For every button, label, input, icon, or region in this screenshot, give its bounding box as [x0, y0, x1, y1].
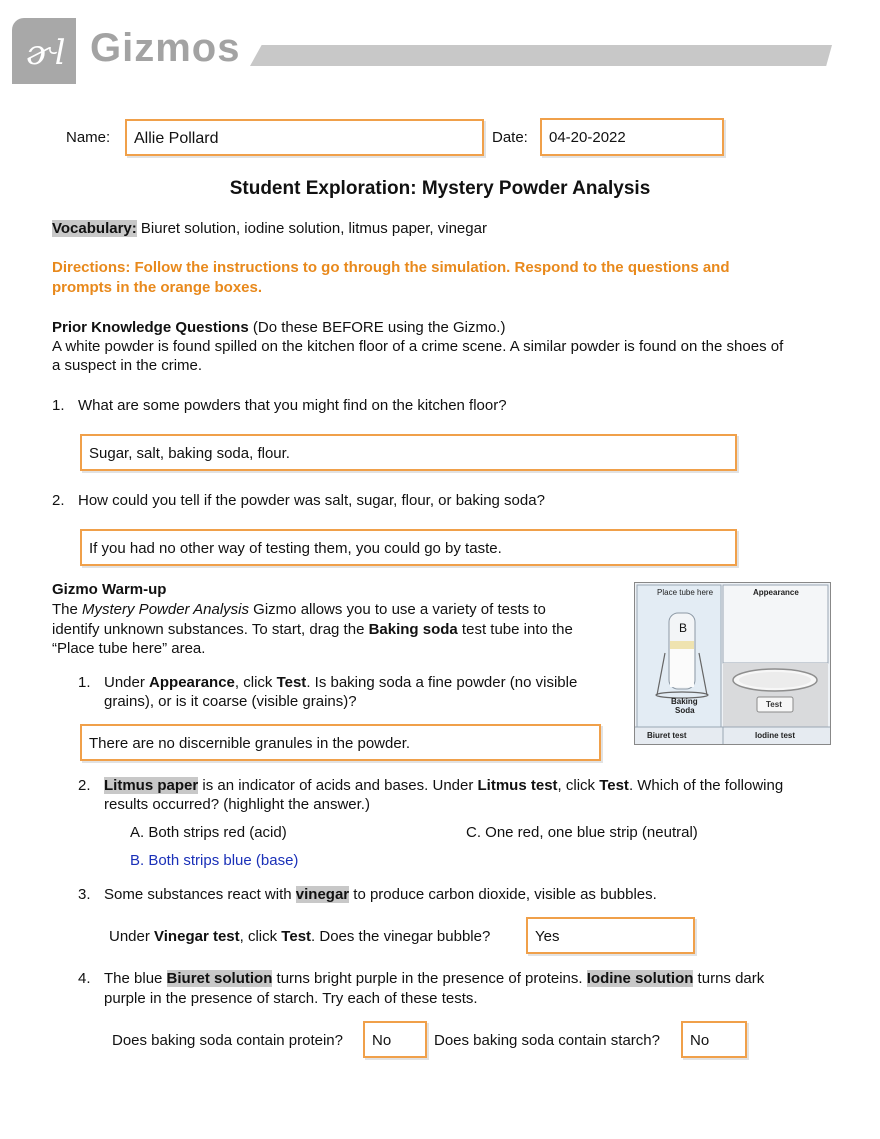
gizmo-illustration — [635, 583, 830, 744]
vocabulary-text: Biuret solution, iodine solution, litmus paper, vinegar — [136, 220, 487, 237]
prior-heading-note: (Do these BEFORE using the Gizmo.) — [248, 319, 506, 336]
svg-text:ɚl: ɚl — [26, 33, 66, 73]
prior-a2-field[interactable] — [80, 529, 737, 566]
warmup-q3-number: 3. — [78, 886, 91, 903]
prior-a1-value: Sugar, salt, baking soda, flour. — [89, 445, 290, 462]
warmup-a3-value: Yes — [535, 928, 560, 945]
prior-heading — [52, 319, 505, 336]
header-bar — [250, 45, 832, 66]
warmup-heading-bold: Gizmo Warm-up — [52, 581, 167, 598]
warmup-heading — [52, 581, 166, 598]
warmup-q4-line1: The blue Biuret solution turns bright purple in the presence of proteins. Iodine solution turns dark — [104, 970, 765, 987]
gizmo-biuret-tab: Biuret test — [647, 731, 687, 740]
starch-answer-value: No — [690, 1032, 710, 1049]
prior-intro-1: A white powder is found spilled on the kitchen floor of a crime scene. A similar powder is found on the shoes of — [52, 338, 784, 355]
protein-answer-value: No — [372, 1032, 392, 1049]
warmup-q1-number: 1. — [78, 674, 91, 691]
gizmo-appearance-label: Appearance — [753, 588, 799, 597]
prior-intro-2: a suspect in the crime. — [52, 357, 203, 374]
warmup-q1-line2: grains), or is it coarse (visible grains)? — [104, 693, 357, 710]
gizmo-screenshot — [634, 582, 831, 745]
gizmo-place-label: Place tube here — [657, 588, 714, 597]
name-label: Name: — [66, 129, 111, 146]
gizmos-logo-mark — [12, 18, 76, 84]
page-title: Student Exploration: Mystery Powder Analysis — [229, 178, 651, 199]
vocabulary-line — [52, 220, 487, 237]
option-a[interactable]: A. Both strips red (acid) — [130, 824, 287, 841]
warmup-q2-line2: results occurred? (highlight the answer.) — [104, 796, 370, 813]
gizmo-tube-label-1: Baking — [671, 697, 698, 706]
prior-heading-bold: Prior Knowledge Questions — [52, 319, 249, 336]
directions-line-2: prompts in the orange boxes. — [52, 279, 263, 296]
gizmo-test-button: Test — [766, 700, 782, 709]
protein-question: Does baking soda contain protein? — [112, 1032, 343, 1049]
directions-line-1: Directions: Follow the instructions to go through the simulation. Respond to the questions and — [52, 259, 730, 276]
warmup-a3-field[interactable] — [526, 917, 695, 954]
warmup-p2: identify unknown substances. To start, drag the Baking soda test tube into the — [52, 621, 573, 638]
prior-q2-text: How could you tell if the powder was salt, sugar, flour, or baking soda? — [78, 492, 545, 509]
warmup-q1-line1: Under Appearance, click Test. Is baking soda a fine powder (no visible — [104, 674, 578, 691]
gizmo-tube-label-2: Soda — [675, 706, 695, 715]
warmup-q2-number: 2. — [78, 777, 91, 794]
prior-q1-text: What are some powders that you might find on the kitchen floor? — [78, 397, 507, 414]
prior-q1-number: 1. — [52, 397, 65, 414]
brand-name: Gizmos — [90, 26, 241, 70]
warmup-q4-number: 4. — [78, 970, 91, 987]
prior-a2-value: If you had no other way of testing them, you could go by taste. — [89, 540, 502, 557]
starch-answer-field[interactable] — [681, 1021, 747, 1058]
prior-q2-number: 2. — [52, 492, 65, 509]
warmup-q2-line1: Litmus paper is an indicator of acids and bases. Under Litmus test, click Test. Which of the following — [104, 777, 784, 794]
warmup-a1-value: There are no discernible granules in the powder. — [89, 735, 411, 752]
option-b-selected[interactable]: B. Both strips blue (base) — [130, 852, 299, 869]
starch-question: Does baking soda contain starch? — [434, 1032, 660, 1049]
prior-a1-field[interactable] — [80, 434, 737, 471]
warmup-q4-line2: purple in the presence of starch. Try each of these tests. — [104, 990, 478, 1007]
warmup-p3: “Place tube here” area. — [52, 640, 206, 657]
name-value: Allie Pollard — [134, 130, 219, 147]
protein-answer-field[interactable] — [363, 1021, 427, 1058]
warmup-q3-sub: Under Vinegar test, click Test. Does the vinegar bubble? — [109, 928, 491, 945]
gizmo-iodine-tab: Iodine test — [755, 731, 796, 740]
date-field[interactable] — [540, 118, 724, 156]
el-logo-icon — [12, 18, 76, 84]
warmup-p1: The Mystery Powder Analysis Gizmo allows you to use a variety of tests to — [52, 601, 546, 618]
date-label: Date: — [492, 129, 528, 146]
vocabulary-label: Vocabulary: — [52, 220, 137, 237]
warmup-a1-field[interactable] — [80, 724, 601, 761]
name-field[interactable] — [125, 119, 484, 156]
gizmo-tube-letter: B — [679, 621, 688, 635]
date-value: 04-20-2022 — [549, 129, 626, 146]
option-c[interactable]: C. One red, one blue strip (neutral) — [466, 824, 698, 841]
warmup-q3-line1: Some substances react with vinegar to produce carbon dioxide, visible as bubbles. — [104, 886, 657, 903]
